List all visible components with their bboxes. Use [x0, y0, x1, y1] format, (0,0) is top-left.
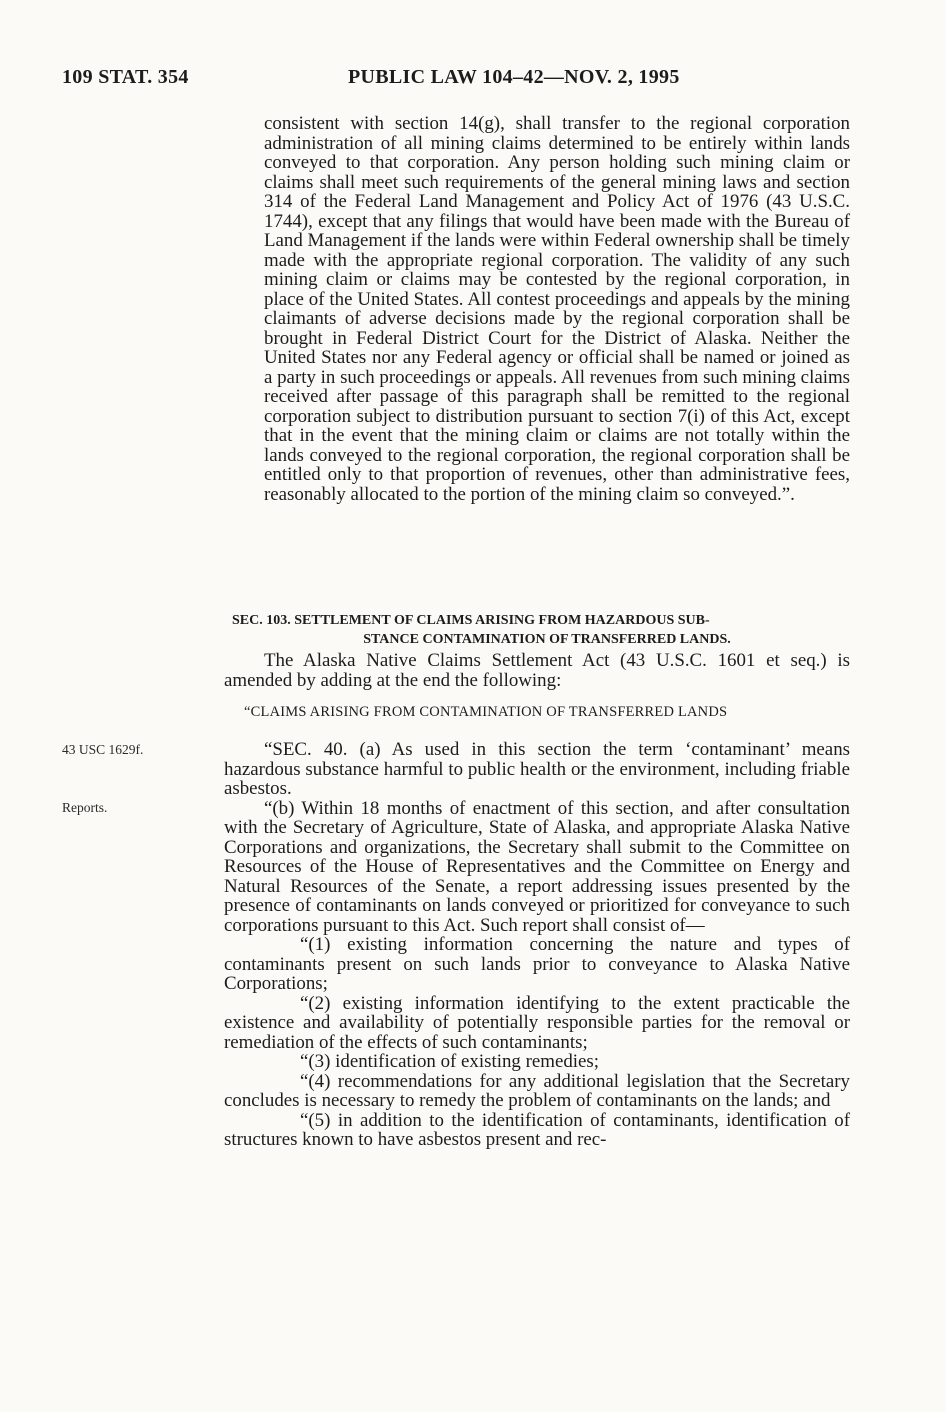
public-law-title: PUBLIC LAW 104–42—NOV. 2, 1995: [348, 66, 680, 88]
subsection-b: “(b) Within 18 months of enactment of this section, and after consultation with the Secretary of Agriculture, State of Alaska, and appropriate Alaska Native Corporations and organizations, the Secretary shall submit to the Committee on Resources of the House of Representatives and the Committee on Energy and Natural Resources of the Senate, a report addressing issues presented by the presence of contaminants on lands conveyed or prioritized for conveyance to such corporations pursuant to this Act. Such report shall consist of—: [224, 797, 850, 936]
margin-note-reports: Reports.: [62, 800, 108, 815]
list-item: “(5) in addition to the identification of contaminants, identification of structures known to have asbestos present and rec-: [224, 1109, 850, 1150]
continuation-paragraph: consistent with section 14(g), shall transfer to the regional corporation administration of all mining claims determined to be entirely within lands conveyed to that corporation. Any person holding such mining claim or claims shall meet such requirements of the general mining laws and section 314 of the Federal Land Management and Policy Act of 1976 (43 U.S.C. 1744), except that any filings that would have been made with the Bureau of Land Management if the lands were within Federal ownership shall be timely made with the appropriate regional corporation. The validity of any such mining claim or claims may be contested by the regional corporation, in place of the United States. All contest proceedings and appeals by the mining claimants of adverse decisions made by the regional corporation shall be brought in Federal District Court for the District of Alaska. Neither the United States nor any Federal agency or official shall be named or joined as a party in such proceedings or appeals. All revenues from such mining claims received after passage of this paragraph shall be remitted to the regional corporation subject to distribution pursuant to section 7(i) of this Act, except that in the event that the mining claim or claims are not totally within the lands conveyed to the regional corporation, the regional corporation shall be entitled only to that proportion of revenues, other than administrative fees, reasonably allocated to the portion of the mining claim so conveyed.”.: [264, 113, 850, 505]
stat-page-reference: 109 STAT. 354: [62, 66, 189, 88]
list-item: “(3) identification of existing remedies;: [300, 1051, 600, 1072]
amendment-intro: The Alaska Native Claims Settlement Act (43 U.S.C. 1601 et seq.) is amended by adding at the end the following:: [224, 650, 850, 691]
margin-note-usc: 43 USC 1629f.: [62, 742, 144, 757]
section-40-body: [224, 740, 850, 1150]
section-heading: [232, 611, 844, 649]
subsection-a: “SEC. 40. (a) As used in this section the term ‘contaminant’ means hazardous substance harmful to public health or the environment, including friable asbestos.: [224, 739, 850, 799]
section-heading-line-1: SEC. 103. SETTLEMENT OF CLAIMS ARISING FROM HAZARDOUS SUB-: [232, 613, 710, 628]
section-heading-line-2: STANCE CONTAMINATION OF TRANSFERRED LANDS.: [363, 632, 731, 647]
continuation-block: [264, 114, 850, 504]
report-items-list: [224, 935, 850, 1150]
inserted-section-heading: “CLAIMS ARISING FROM CONTAMINATION OF TRANSFERRED LANDS: [244, 704, 728, 720]
list-item: “(2) existing information identifying to the extent practicable the existence and availability of potentially responsible parties for the removal or remediation of the effects of such contaminants;: [224, 992, 850, 1053]
list-item: “(1) existing information concerning the nature and types of contaminants present on such lands prior to conveyance to Alaska Native Corporations;: [224, 934, 850, 994]
running-header: [0, 66, 946, 94]
list-item: “(4) recommendations for any additional legislation that the Secretary concludes is necessary to remedy the problem of contaminants on the lands; and: [224, 1070, 850, 1111]
amendment-intro-block: [224, 651, 850, 690]
